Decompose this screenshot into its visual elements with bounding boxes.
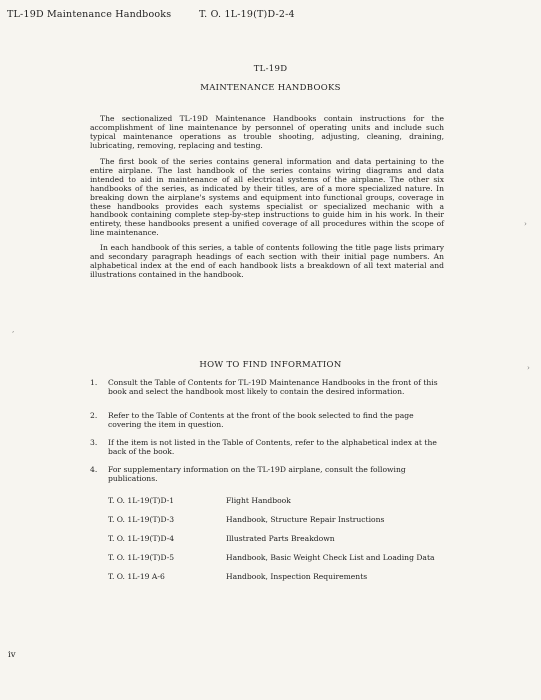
step-number: 3. xyxy=(90,438,98,447)
publication-title: Handbook, Structure Repair Instructions xyxy=(226,515,385,524)
page-number: iv xyxy=(8,650,16,660)
step-text: Refer to the Table of Contents at the front of the book selected to find the page covering the item in question. xyxy=(108,411,414,430)
publication-number: T. O. 1L-19(T)D-4 xyxy=(108,534,175,543)
intro-paragraph-2: The first book of the series contains general information and data pertaining to the entire airplane. The last handbook of the series contains wiring diagrams and data intended to aid in maintenance of all electrical systems of the airplane. The other six handbooks of the series, as indicated by their titles, are of a more specialized nature. In breaking down the airplane's systems and equipment into functional groups, coverage in these handbooks provides each systems specialist or specialized mechanic with a handbook containing complete step-by-step instructions to guide him in his work. In their entirety, these handbooks present a unified coverage of all procedures within the scope of line maintenance. xyxy=(90,157,444,238)
binding-hole-mark: › xyxy=(524,220,527,228)
publication-number: T. O. 1L-19(T)D-3 xyxy=(108,515,175,524)
running-header-left: TL-19D Maintenance Handbooks xyxy=(7,9,172,20)
publication-title: Handbook, Basic Weight Check List and Loading Data xyxy=(226,553,435,562)
step-text: Consult the Table of Contents for TL-19D Maintenance Handbooks in the front of this book and select the handbook most likely to contain the desired information. xyxy=(108,378,438,397)
step-text: If the item is not listed in the Table of Contents, refer to the alphabetical index at the back of the book. xyxy=(108,438,437,457)
publication-title: Flight Handbook xyxy=(226,496,291,505)
step-number: 1. xyxy=(90,378,98,387)
section-title: MAINTENANCE HANDBOOKS xyxy=(200,83,341,93)
publication-number: T. O. 1L-19(T)D-1 xyxy=(108,496,175,505)
model-title: TL-19D xyxy=(253,64,288,74)
running-header-right: T. O. 1L-19(T)D-2-4 xyxy=(199,9,295,20)
binding-hole-mark: ‚ xyxy=(12,326,15,334)
step-number: 4. xyxy=(90,465,98,474)
step-number: 2. xyxy=(90,411,98,420)
publication-number: T. O. 1L-19(T)D-5 xyxy=(108,553,175,562)
publication-title: Handbook, Inspection Requirements xyxy=(226,572,368,581)
step-text: For supplementary information on the TL-19D airplane, consult the following publications. xyxy=(108,465,406,484)
how-to-heading: HOW TO FIND INFORMATION xyxy=(199,360,342,370)
intro-paragraph-1: The sectionalized TL-19D Maintenance Handbooks contain instructions for the accomplishment of line maintenance by personnel of operating units and include such typical maintenance operations as trouble shooting, adjusting, cleaning, draining, lubricating, removing, replacing and testing. xyxy=(90,114,444,150)
intro-paragraph-3: In each handbook of this series, a table of contents following the title page lists primary and secondary paragraph headings of each section with their initial page numbers. An alphabetical index at the end of each handbook lists a breakdown of all text material and illustrations contained in the handbook. xyxy=(90,243,444,279)
publication-number: T. O. 1L-19 A-6 xyxy=(108,572,165,581)
binding-hole-mark: › xyxy=(527,364,530,372)
publication-title: Illustrated Parts Breakdown xyxy=(226,534,335,543)
